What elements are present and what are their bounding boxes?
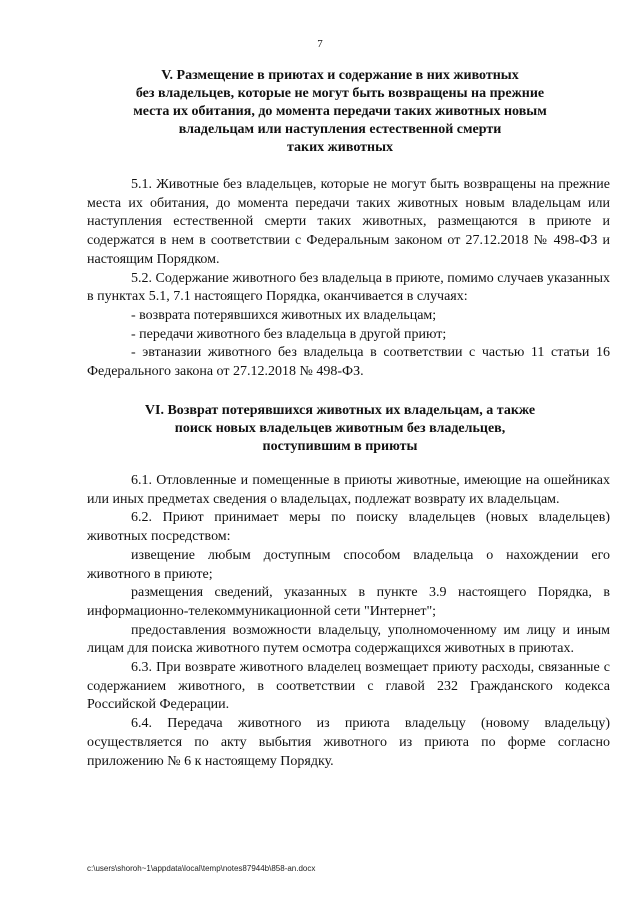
section-5-body [87,176,610,382]
title-line: места их обитания, до момента передачи таких животных новым [133,104,547,119]
title-line: VI. Возврат потерявшихся животных их владельцам, а также [144,403,536,418]
paragraph-6-1: 6.1. Отловленные и помещенные в приюты животные, имеющие на ошейниках или иных предметах сведения о владельцах, подлежат возврату их владельцам. [87,473,610,507]
title-line: таких животных [286,140,394,155]
list-item: размещения сведений, указанных в пункте 3.9 настоящего Порядка, в информационно-телекоммуникационной сети "Интернет"; [87,585,610,619]
list-item: предоставления возможности владельцу, уполномоченному им лицу и иным лицам для поиска животного путем осмотра содержащихся животных в приютах. [87,622,610,657]
list-item: - эвтаназии животного без владельца в соответствии с частью 11 статьи 16 Федерального закона от 27.12.2018 № 498-ФЗ. [87,345,610,380]
title-line: владельцам или наступления естественной смерти [178,122,502,137]
title-line: без владельцев, которые не могут быть возвращены на прежние [135,86,545,101]
paragraph-5-1: 5.1. Животные без владельцев, которые не могут быть возвращены на прежние места их обитания, до момента передачи таких животных новым владельцам или наступления естественной смерти таких животных, размещаются в приюте и содержатся в нем в соответствии с Федеральным законом от 27.12.2018 № 498-ФЗ и настоящим Порядком. [87,177,610,267]
list-item: - передачи животного без владельца в другой приют; [131,326,447,342]
file-path-footer: c:\users\shoroh~1\appdata\local\temp\notes87944b\858-an.docx [87,864,316,873]
paragraph-6-2: 6.2. Приют принимает меры по поиску владельцев (новых владельцев) животных посредством: [87,510,610,545]
paragraph-6-4: 6.4. Передача животного из приюта владельцу (новому владельцу) осуществляется по акту выбытия животного из приюта по форме согласно приложению № 6 к настоящему Порядку. [87,716,610,769]
section-6-title [70,402,610,456]
page-number: 7 [317,38,323,50]
paragraph-6-3: 6.3. При возврате животного владелец возмещает приюту расходы, связанные с содержанием животного, в соответствии с главой 232 Гражданского кодекса Российской Федерации. [87,660,610,713]
title-line: V. Размещение в приютах и содержание в них животных [161,68,519,83]
title-line: поиск новых владельцев животным без владельцев, [174,421,506,436]
section-6-body [87,472,610,771]
list-item: - возврата потерявшихся животных их владельцам; [131,307,437,323]
title-line: поступившим в приюты [262,439,418,454]
list-item: извещение любым доступным способом владельца о нахождении его животного в приюте; [87,547,610,582]
section-5-title [70,67,610,157]
paragraph-5-2: 5.2. Содержание животного без владельца в приюте, помимо случаев указанных в пунктах 5.1, 7.1 настоящего Порядка, оканчивается в случаях: [87,270,610,305]
